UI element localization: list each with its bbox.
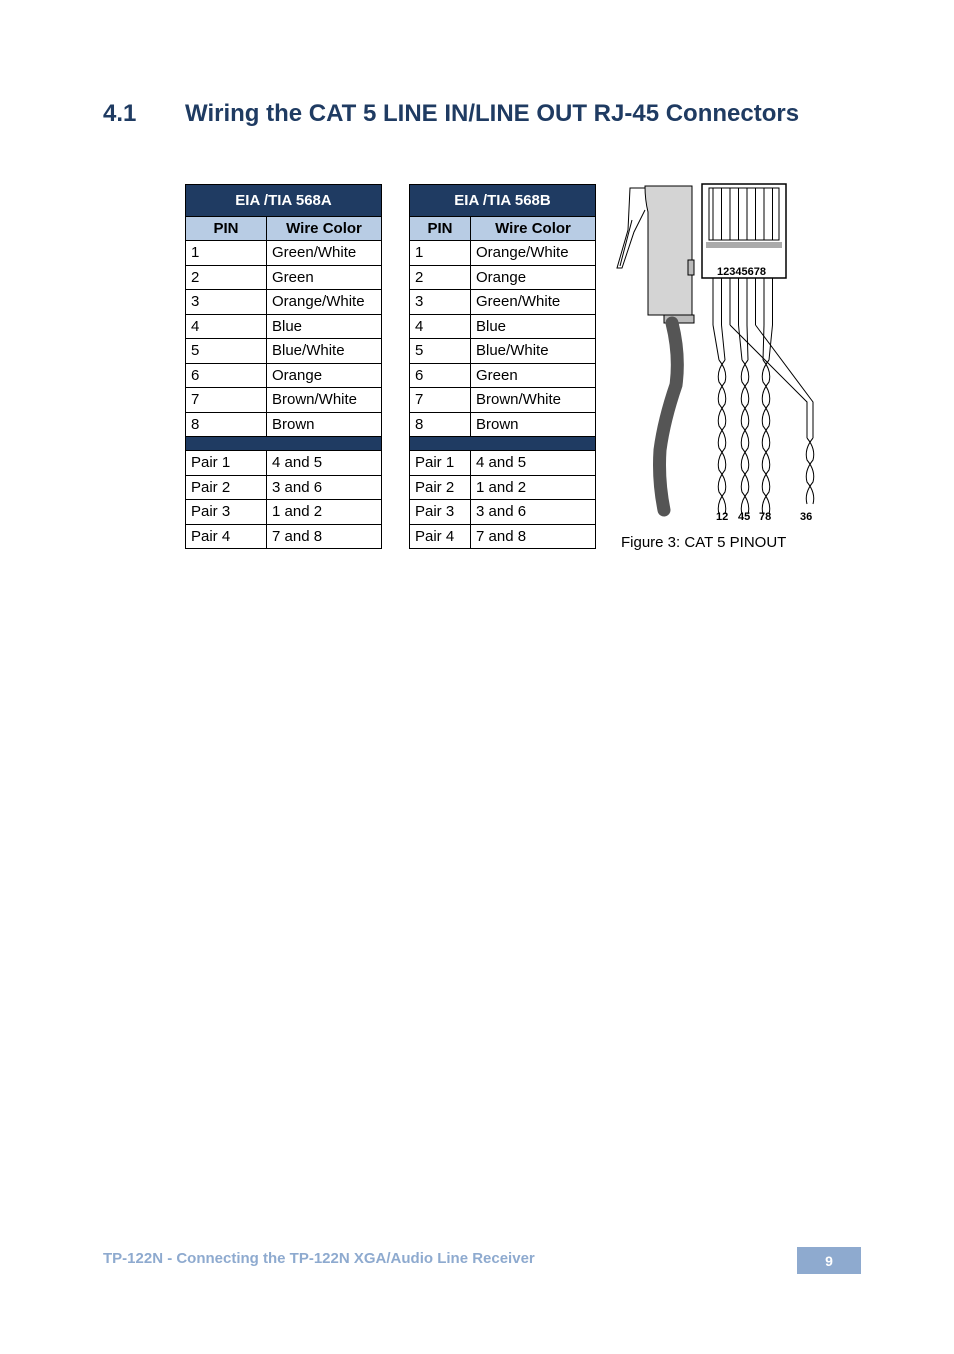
table-row — [186, 241, 382, 266]
table-row — [186, 363, 382, 388]
wire-color-cell: Green/White — [267, 241, 382, 266]
wire-color-cell: Blue/White — [471, 339, 596, 364]
table-row — [186, 524, 382, 549]
pin-cell: 3 — [410, 290, 471, 315]
table-title: EIA /TIA 568A — [186, 185, 382, 217]
wire-lead — [739, 325, 743, 360]
wire-lead — [756, 325, 814, 438]
column-header-pin: PIN — [186, 217, 267, 241]
pin-cell: 8 — [186, 412, 267, 437]
pair-cell: Pair 4 — [410, 524, 471, 549]
wiring-table-568a — [185, 184, 382, 549]
pin-cell: 1 — [186, 241, 267, 266]
pair-pins-cell: 7 and 8 — [471, 524, 596, 549]
table-row — [186, 265, 382, 290]
pair-pins-cell: 1 and 2 — [267, 500, 382, 525]
pin-cell: 1 — [410, 241, 471, 266]
wire-lead — [713, 325, 719, 360]
wire-color-cell: Brown/White — [471, 388, 596, 413]
table-row — [410, 241, 596, 266]
pin-cell: 6 — [186, 363, 267, 388]
wire-color-cell: Blue — [471, 314, 596, 339]
section-heading — [103, 100, 799, 128]
pair-pins-cell: 3 and 6 — [267, 475, 382, 500]
wiring-table-568b — [409, 184, 596, 549]
page-number: 9 — [825, 1252, 833, 1269]
table-row — [410, 363, 596, 388]
wire-leads — [713, 278, 814, 514]
wire-color-cell: Orange — [471, 265, 596, 290]
table-row — [410, 290, 596, 315]
pair-label: 78 — [759, 511, 772, 523]
pair-cell: Pair 1 — [410, 451, 471, 476]
table-row — [410, 475, 596, 500]
pin-cell: 3 — [186, 290, 267, 315]
section-number: 4.1 — [103, 100, 137, 127]
table-row — [410, 388, 596, 413]
table-row — [410, 314, 596, 339]
pair-cell: Pair 3 — [410, 500, 471, 525]
pair-cell: Pair 1 — [186, 451, 267, 476]
pair-label: 36 — [800, 511, 813, 523]
wire-color-cell: Blue — [267, 314, 382, 339]
pin-cell: 2 — [186, 265, 267, 290]
table-row — [186, 475, 382, 500]
table-row — [410, 500, 596, 525]
table-row — [186, 339, 382, 364]
plug-latch — [617, 188, 645, 268]
pin-number-label: 12345678 — [717, 266, 766, 278]
pair-label: 45 — [738, 511, 751, 523]
table-row — [410, 412, 596, 437]
pin-cell: 6 — [410, 363, 471, 388]
wire-color-cell: Brown/White — [267, 388, 382, 413]
footer-title: TP-122N - Connecting the TP-122N XGA/Audio Line Receiver — [103, 1250, 535, 1267]
pair-pins-cell: 4 and 5 — [471, 451, 596, 476]
cable — [660, 323, 678, 510]
wire-color-cell: Orange/White — [471, 241, 596, 266]
rj45-connector-diagram — [612, 180, 822, 525]
table-row — [186, 388, 382, 413]
wire-lead — [763, 325, 764, 360]
column-header-pin: PIN — [410, 217, 471, 241]
table-title: EIA /TIA 568B — [410, 185, 596, 217]
pair-pins-cell: 1 and 2 — [471, 475, 596, 500]
wire-lead — [769, 325, 773, 360]
pin-cell: 5 — [186, 339, 267, 364]
cat5-pinout-figure — [612, 180, 822, 530]
wire-color-cell: Brown — [267, 412, 382, 437]
wire-color-cell: Orange/White — [267, 290, 382, 315]
pair-cell: Pair 4 — [186, 524, 267, 549]
table-row — [410, 524, 596, 549]
column-header-wire-color: Wire Color — [267, 217, 382, 241]
table-separator — [410, 437, 596, 451]
table-row — [186, 500, 382, 525]
pair-pins-cell: 4 and 5 — [267, 451, 382, 476]
table-row — [186, 314, 382, 339]
pin-cell: 2 — [410, 265, 471, 290]
table-row — [410, 265, 596, 290]
table-row — [410, 451, 596, 476]
plug-side-view — [645, 186, 692, 315]
pair-pins-cell: 7 and 8 — [267, 524, 382, 549]
table-row — [186, 451, 382, 476]
table-separator — [186, 437, 382, 451]
pin-cell: 5 — [410, 339, 471, 364]
wire-color-cell: Brown — [471, 412, 596, 437]
wire-color-cell: Green/White — [471, 290, 596, 315]
pair-label: 12 — [716, 511, 729, 523]
table-row — [186, 290, 382, 315]
pair-cell: Pair 2 — [410, 475, 471, 500]
pair-pins-cell: 3 and 6 — [471, 500, 596, 525]
figure-caption: Figure 3: CAT 5 PINOUT — [621, 534, 787, 551]
pin-cell: 8 — [410, 412, 471, 437]
pin-cell: 7 — [186, 388, 267, 413]
pin-cell: 4 — [186, 314, 267, 339]
pin-cell: 4 — [410, 314, 471, 339]
table-row — [410, 339, 596, 364]
wire-color-cell: Green — [471, 363, 596, 388]
wire-color-cell: Green — [267, 265, 382, 290]
wire-color-cell: Blue/White — [267, 339, 382, 364]
pair-cell: Pair 3 — [186, 500, 267, 525]
section-title: Wiring the CAT 5 LINE IN/LINE OUT RJ-45 Connectors — [185, 100, 800, 127]
page-number-badge — [797, 1247, 861, 1274]
wire-color-cell: Orange — [267, 363, 382, 388]
column-header-wire-color: Wire Color — [471, 217, 596, 241]
plug-rear-tab — [688, 260, 694, 275]
pair-cell: Pair 2 — [186, 475, 267, 500]
wire-lead — [722, 325, 726, 360]
pin-cell: 7 — [410, 388, 471, 413]
table-row — [186, 412, 382, 437]
